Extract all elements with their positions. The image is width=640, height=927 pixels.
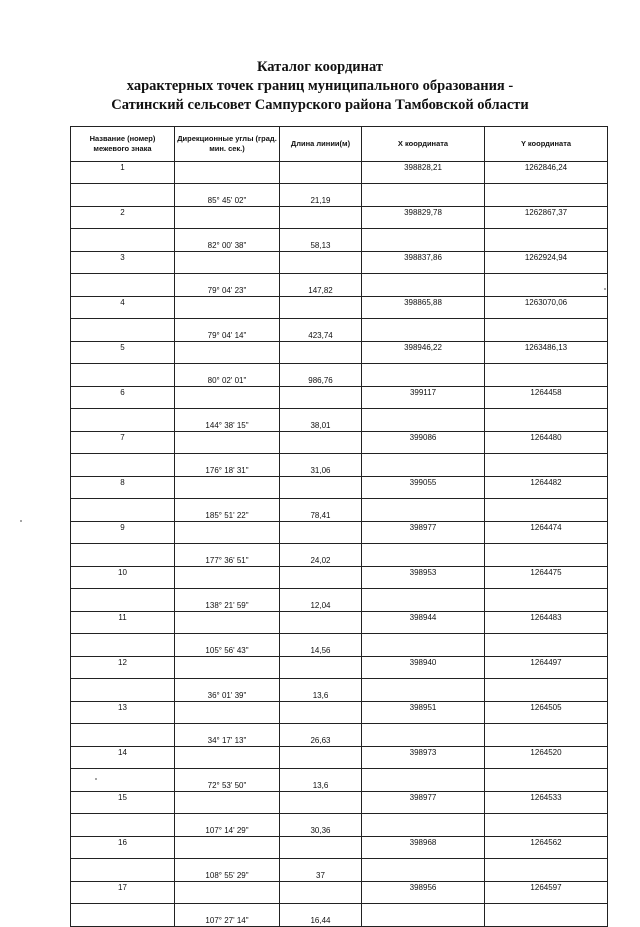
- y-coordinate-cell: 1264533: [485, 792, 608, 814]
- direction-angle-cell: 107° 27' 14": [175, 904, 280, 927]
- empty-cell: [280, 252, 362, 274]
- empty-cell: [485, 814, 608, 837]
- segment-row: [71, 184, 608, 207]
- point-row: [71, 747, 608, 769]
- empty-cell: [280, 882, 362, 904]
- header-y: Y координата: [485, 127, 608, 162]
- empty-cell: [485, 724, 608, 747]
- direction-angle-cell: 144° 38' 15": [175, 409, 280, 432]
- y-coordinate-cell: 1263486,13: [485, 342, 608, 364]
- direction-angle-cell: 79° 04' 14": [175, 319, 280, 342]
- empty-cell: [485, 499, 608, 522]
- point-row: [71, 342, 608, 364]
- y-coordinate-cell: 1262867,37: [485, 207, 608, 229]
- segment-row: [71, 724, 608, 747]
- empty-cell: [280, 747, 362, 769]
- document-title: [0, 58, 640, 115]
- x-coordinate-cell: 398973: [362, 747, 485, 769]
- point-name-cell: 14: [71, 747, 175, 769]
- point-row: [71, 567, 608, 589]
- point-name-cell: 15: [71, 792, 175, 814]
- line-length-cell: 986,76: [280, 364, 362, 387]
- line-length-cell: 16,44: [280, 904, 362, 927]
- y-coordinate-cell: 1263070,06: [485, 297, 608, 319]
- x-coordinate-cell: 398837,86: [362, 252, 485, 274]
- point-name-cell: 10: [71, 567, 175, 589]
- empty-cell: [71, 814, 175, 837]
- empty-cell: [485, 184, 608, 207]
- segment-row: [71, 364, 608, 387]
- empty-cell: [71, 319, 175, 342]
- empty-cell: [280, 837, 362, 859]
- x-coordinate-cell: 399117: [362, 387, 485, 409]
- point-row: [71, 882, 608, 904]
- point-row: [71, 252, 608, 274]
- point-row: [71, 207, 608, 229]
- empty-cell: [175, 567, 280, 589]
- x-coordinate-cell: 399055: [362, 477, 485, 499]
- header-point-name: Название (номер) межевого знака: [71, 127, 175, 162]
- line-length-cell: 37: [280, 859, 362, 882]
- y-coordinate-cell: 1264480: [485, 432, 608, 454]
- segment-row: [71, 229, 608, 252]
- title-line-2: характерных точек границ муниципального образования -: [126, 78, 514, 94]
- line-length-cell: 58,13: [280, 229, 362, 252]
- empty-cell: [175, 522, 280, 544]
- point-name-cell: 7: [71, 432, 175, 454]
- empty-cell: [175, 792, 280, 814]
- point-row: [71, 387, 608, 409]
- empty-cell: [175, 657, 280, 679]
- direction-angle-cell: 36° 01' 39": [175, 679, 280, 702]
- empty-cell: [71, 769, 175, 792]
- x-coordinate-cell: 398977: [362, 522, 485, 544]
- empty-cell: [175, 207, 280, 229]
- direction-angle-cell: 176° 18' 31": [175, 454, 280, 477]
- header-length: Длина линии(м): [280, 127, 362, 162]
- y-coordinate-cell: 1264483: [485, 612, 608, 634]
- empty-cell: [362, 814, 485, 837]
- empty-cell: [71, 544, 175, 567]
- point-row: [71, 612, 608, 634]
- x-coordinate-cell: 398946,22: [362, 342, 485, 364]
- segment-row: [71, 859, 608, 882]
- segment-row: [71, 499, 608, 522]
- direction-angle-cell: 185° 51' 22": [175, 499, 280, 522]
- empty-cell: [175, 432, 280, 454]
- segment-row: [71, 454, 608, 477]
- empty-cell: [280, 477, 362, 499]
- empty-cell: [280, 297, 362, 319]
- y-coordinate-cell: 1264497: [485, 657, 608, 679]
- title-line-3: Сатинский сельсовет Сампурского района Тамбовской области: [111, 97, 529, 113]
- point-name-cell: 4: [71, 297, 175, 319]
- point-row: [71, 162, 608, 184]
- direction-angle-cell: 80° 02' 01": [175, 364, 280, 387]
- empty-cell: [485, 904, 608, 927]
- empty-cell: [485, 409, 608, 432]
- empty-cell: [362, 409, 485, 432]
- empty-cell: [362, 679, 485, 702]
- empty-cell: [362, 769, 485, 792]
- empty-cell: [280, 657, 362, 679]
- table-body: [71, 162, 608, 927]
- segment-row: [71, 544, 608, 567]
- empty-cell: [485, 364, 608, 387]
- empty-cell: [280, 612, 362, 634]
- x-coordinate-cell: 398865,88: [362, 297, 485, 319]
- line-length-cell: 31,06: [280, 454, 362, 477]
- empty-cell: [362, 319, 485, 342]
- segment-row: [71, 589, 608, 612]
- empty-cell: [280, 432, 362, 454]
- empty-cell: [175, 342, 280, 364]
- direction-angle-cell: 177° 36' 51": [175, 544, 280, 567]
- empty-cell: [362, 454, 485, 477]
- empty-cell: [485, 679, 608, 702]
- line-length-cell: 13,6: [280, 769, 362, 792]
- empty-cell: [175, 297, 280, 319]
- line-length-cell: 12,04: [280, 589, 362, 612]
- direction-angle-cell: 72° 53' 50": [175, 769, 280, 792]
- x-coordinate-cell: 399086: [362, 432, 485, 454]
- segment-row: [71, 814, 608, 837]
- x-coordinate-cell: 398977: [362, 792, 485, 814]
- x-coordinate-cell: 398944: [362, 612, 485, 634]
- point-row: [71, 432, 608, 454]
- y-coordinate-cell: 1264482: [485, 477, 608, 499]
- empty-cell: [362, 544, 485, 567]
- segment-row: [71, 679, 608, 702]
- header-angle: Дирекционные углы (град. мин. сек.): [175, 127, 280, 162]
- x-coordinate-cell: 398953: [362, 567, 485, 589]
- point-name-cell: 13: [71, 702, 175, 724]
- empty-cell: [71, 454, 175, 477]
- point-name-cell: 16: [71, 837, 175, 859]
- line-length-cell: 14,56: [280, 634, 362, 657]
- empty-cell: [485, 769, 608, 792]
- empty-cell: [485, 589, 608, 612]
- y-coordinate-cell: 1264520: [485, 747, 608, 769]
- line-length-cell: 423,74: [280, 319, 362, 342]
- line-length-cell: 78,41: [280, 499, 362, 522]
- point-name-cell: 11: [71, 612, 175, 634]
- x-coordinate-cell: 398956: [362, 882, 485, 904]
- x-coordinate-cell: 398940: [362, 657, 485, 679]
- y-coordinate-cell: 1264562: [485, 837, 608, 859]
- direction-angle-cell: 34° 17' 13": [175, 724, 280, 747]
- point-name-cell: 3: [71, 252, 175, 274]
- empty-cell: [71, 859, 175, 882]
- line-length-cell: 24,02: [280, 544, 362, 567]
- line-length-cell: 26,63: [280, 724, 362, 747]
- line-length-cell: 147,82: [280, 274, 362, 297]
- scan-speck: [20, 520, 22, 522]
- segment-row: [71, 634, 608, 657]
- line-length-cell: 21,19: [280, 184, 362, 207]
- x-coordinate-cell: 398951: [362, 702, 485, 724]
- empty-cell: [71, 499, 175, 522]
- y-coordinate-cell: 1262846,24: [485, 162, 608, 184]
- empty-cell: [71, 229, 175, 252]
- empty-cell: [362, 184, 485, 207]
- empty-cell: [280, 702, 362, 724]
- line-length-cell: 38,01: [280, 409, 362, 432]
- x-coordinate-cell: 398968: [362, 837, 485, 859]
- direction-angle-cell: 108° 55' 29": [175, 859, 280, 882]
- empty-cell: [485, 274, 608, 297]
- y-coordinate-cell: 1264597: [485, 882, 608, 904]
- direction-angle-cell: 138° 21' 59": [175, 589, 280, 612]
- empty-cell: [71, 274, 175, 297]
- y-coordinate-cell: 1262924,94: [485, 252, 608, 274]
- empty-cell: [175, 477, 280, 499]
- empty-cell: [280, 387, 362, 409]
- direction-angle-cell: 79° 04' 23": [175, 274, 280, 297]
- header-x: X координата: [362, 127, 485, 162]
- empty-cell: [280, 207, 362, 229]
- point-row: [71, 297, 608, 319]
- point-row: [71, 792, 608, 814]
- empty-cell: [280, 567, 362, 589]
- y-coordinate-cell: 1264458: [485, 387, 608, 409]
- direction-angle-cell: 82° 00' 38": [175, 229, 280, 252]
- empty-cell: [175, 252, 280, 274]
- empty-cell: [362, 229, 485, 252]
- point-name-cell: 6: [71, 387, 175, 409]
- empty-cell: [175, 837, 280, 859]
- direction-angle-cell: 107° 14' 29": [175, 814, 280, 837]
- empty-cell: [175, 882, 280, 904]
- point-row: [71, 837, 608, 859]
- y-coordinate-cell: 1264475: [485, 567, 608, 589]
- empty-cell: [280, 522, 362, 544]
- point-name-cell: 12: [71, 657, 175, 679]
- empty-cell: [280, 162, 362, 184]
- y-coordinate-cell: 1264505: [485, 702, 608, 724]
- empty-cell: [362, 589, 485, 612]
- point-name-cell: 5: [71, 342, 175, 364]
- empty-cell: [485, 229, 608, 252]
- empty-cell: [71, 679, 175, 702]
- direction-angle-cell: 105° 56' 43": [175, 634, 280, 657]
- point-row: [71, 522, 608, 544]
- point-row: [71, 702, 608, 724]
- x-coordinate-cell: 398829,78: [362, 207, 485, 229]
- empty-cell: [175, 162, 280, 184]
- title-line-1: Каталог координат: [256, 59, 384, 75]
- segment-row: [71, 904, 608, 927]
- segment-row: [71, 319, 608, 342]
- empty-cell: [175, 387, 280, 409]
- empty-cell: [175, 612, 280, 634]
- empty-cell: [71, 724, 175, 747]
- empty-cell: [362, 904, 485, 927]
- empty-cell: [71, 364, 175, 387]
- segment-row: [71, 769, 608, 792]
- empty-cell: [175, 747, 280, 769]
- point-name-cell: 2: [71, 207, 175, 229]
- empty-cell: [485, 634, 608, 657]
- empty-cell: [362, 274, 485, 297]
- empty-cell: [485, 454, 608, 477]
- empty-cell: [485, 859, 608, 882]
- y-coordinate-cell: 1264474: [485, 522, 608, 544]
- point-name-cell: 1: [71, 162, 175, 184]
- empty-cell: [280, 342, 362, 364]
- coordinates-table: [70, 126, 608, 927]
- empty-cell: [71, 634, 175, 657]
- empty-cell: [71, 409, 175, 432]
- point-name-cell: 9: [71, 522, 175, 544]
- scan-speck: [604, 288, 606, 290]
- direction-angle-cell: 85° 45' 02": [175, 184, 280, 207]
- empty-cell: [362, 859, 485, 882]
- empty-cell: [362, 724, 485, 747]
- point-row: [71, 657, 608, 679]
- point-row: [71, 477, 608, 499]
- scan-speck: [95, 778, 97, 780]
- empty-cell: [362, 364, 485, 387]
- empty-cell: [485, 319, 608, 342]
- segment-row: [71, 409, 608, 432]
- empty-cell: [71, 184, 175, 207]
- point-name-cell: 17: [71, 882, 175, 904]
- empty-cell: [485, 544, 608, 567]
- empty-cell: [362, 634, 485, 657]
- line-length-cell: 13,6: [280, 679, 362, 702]
- empty-cell: [71, 589, 175, 612]
- empty-cell: [280, 792, 362, 814]
- table-header-row: [71, 127, 608, 162]
- empty-cell: [175, 702, 280, 724]
- line-length-cell: 30,36: [280, 814, 362, 837]
- empty-cell: [71, 904, 175, 927]
- empty-cell: [362, 499, 485, 522]
- point-name-cell: 8: [71, 477, 175, 499]
- segment-row: [71, 274, 608, 297]
- x-coordinate-cell: 398828,21: [362, 162, 485, 184]
